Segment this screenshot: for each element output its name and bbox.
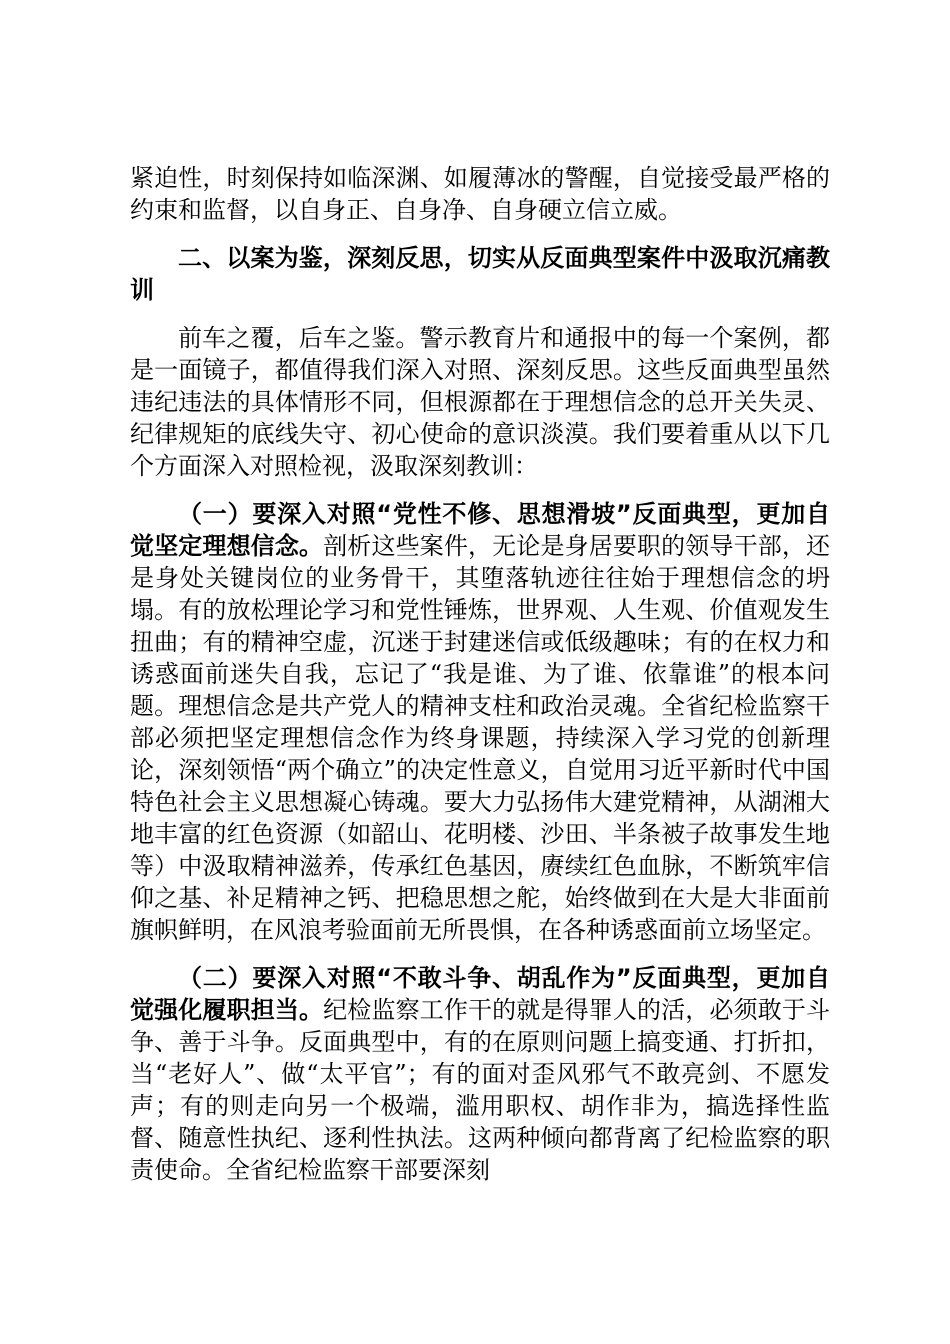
paragraph-text: 紧迫性，时刻保持如临深渊、如履薄冰的警醒，自觉接受最严格的约束和监督，以自身正、自身净、自身硬立信立威。 xyxy=(130,164,830,224)
paragraph-text: 剖析这些案件，无论是身居要职的领导干部，还是身处关键岗位的业务骨干，其堕落轨迹往往始于理想信念的坍塌。有的放松理论学习和党性锤炼，世界观、人生观、价值观发生扭曲；有的精神空虚，沉迷于封建迷信或低级趣味；有的在权力和诱惑面前迷失自我，忘记了“我是谁、为了谁、依靠谁”的根本问题。理想信念是共产党人的精神支柱和政治灵魂。全省纪检监察干部必须把坚定理想信念作为终身课题，持续深入学习党的创新理论，深刻领悟“两个确立”的决定性意义，自觉用习近平新时代中国特色社会主义思想凝心铸魂。要大力弘扬伟大建党精神，从湖湘大地丰富的红色资源（如韶山、花明楼、沙田、半条被子故事发生地等）中汲取精神滋养，传承红色基因，赓续红色血脉，不断筑牢信仰之基、补足精神之钙、把稳思想之舵，始终做到在大是大非面前旗帜鲜明，在风浪考验面前无所畏惧，在各种诱惑面前立场坚定。 xyxy=(130,532,831,944)
paragraph-body xyxy=(130,322,830,482)
paragraph-subsection-1 xyxy=(130,498,830,946)
subsection-lead: （二）要深入对照“不敢斗争、胡乱作为”反面典型，更加自觉强化履职担当。 xyxy=(130,964,830,1024)
subsection-lead: （一）要深入对照“党性不修、思想滑坡”反面典型，更加自觉坚定理想信念。 xyxy=(130,500,830,560)
paragraph-text: 前车之覆，后车之鉴。警示教育片和通报中的每一个案例，都是一面镜子，都值得我们深入对照、深刻反思。这些反面典型虽然违纪违法的具体情形不同，但根源都在于理想信念的总开关失灵、纪律规矩的底线失守、初心使命的意识淡漠。我们要着重从以下几个方面深入对照检视，汲取深刻教训： xyxy=(130,324,830,480)
paragraph-subsection-2 xyxy=(130,962,830,1186)
section-heading xyxy=(130,242,830,306)
paragraph-text: 纪检监察工作干的就是得罪人的活，必须敢于斗争、善于斗争。反面典型中，有的在原则问题上搞变通、打折扣，当“老好人”、做“太平官”；有的面对歪风邪气不敢亮剑、不愿发声；有的则走向另一个极端，滥用职权、胡作非为，搞选择性监督、随意性执纪、逐利性执法。这两种倾向都背离了纪检监察的职责使命。全省纪检监察干部要深刻 xyxy=(130,996,831,1184)
paragraph-continuation xyxy=(130,162,830,226)
heading-text: 二、以案为鉴，深刻反思，切实从反面典型案件中汲取沉痛教训 xyxy=(130,244,830,304)
document-body xyxy=(130,162,830,1202)
